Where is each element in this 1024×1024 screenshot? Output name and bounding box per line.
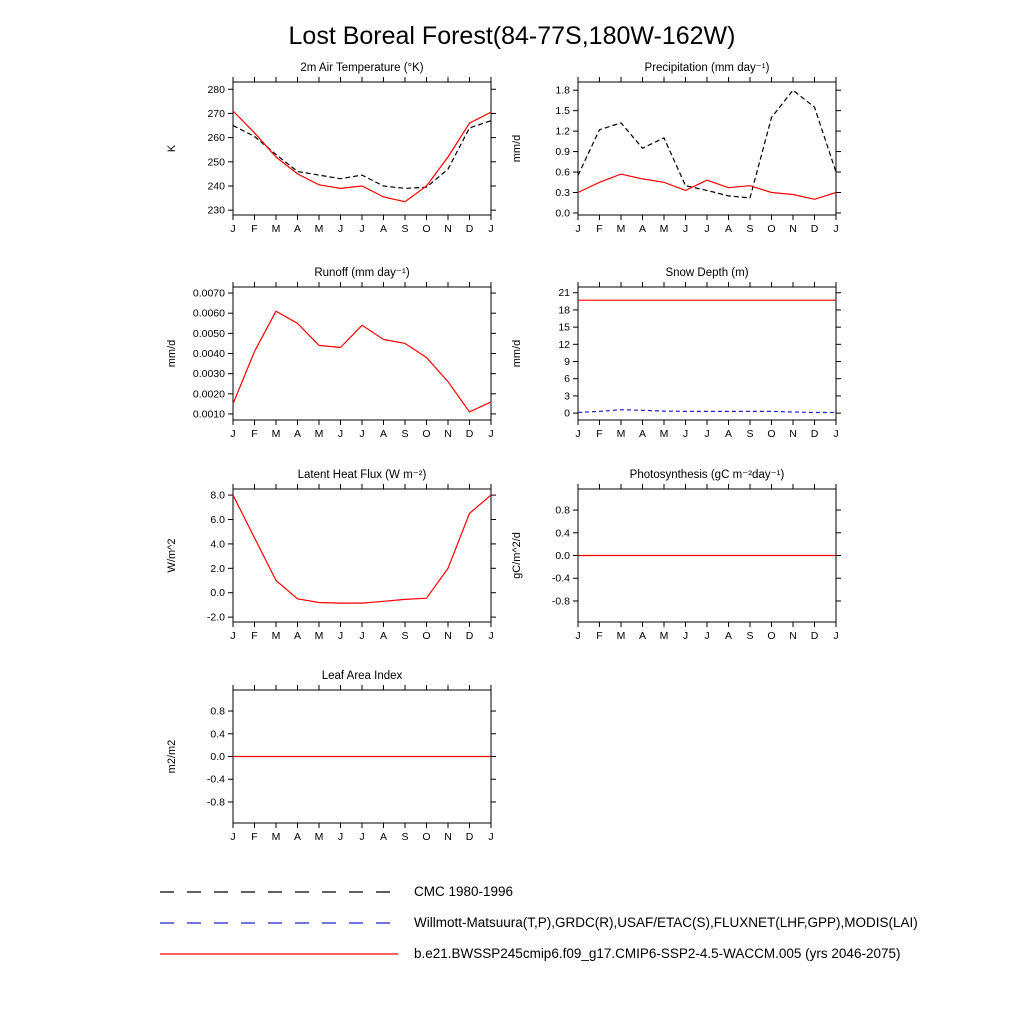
svg-text:O: O — [767, 428, 776, 440]
svg-text:K: K — [166, 144, 178, 153]
svg-text:M: M — [616, 630, 626, 642]
svg-text:F: F — [251, 223, 258, 235]
svg-text:A: A — [638, 223, 647, 235]
svg-text:J: J — [488, 630, 494, 642]
svg-text:-2.0: -2.0 — [206, 611, 225, 624]
svg-text:M: M — [271, 428, 281, 440]
svg-text:J: J — [833, 223, 839, 235]
svg-text:mm/d: mm/d — [511, 134, 523, 163]
svg-text:0.0: 0.0 — [210, 751, 225, 763]
svg-text:A: A — [724, 630, 733, 642]
svg-text:Photosynthesis (gC m⁻²day⁻¹): Photosynthesis (gC m⁻²day⁻¹) — [629, 469, 785, 481]
svg-text:J: J — [833, 630, 839, 642]
svg-text:18: 18 — [558, 304, 570, 317]
svg-text:J: J — [682, 630, 689, 642]
svg-text:J: J — [488, 223, 494, 235]
svg-text:0.4: 0.4 — [555, 527, 570, 540]
svg-text:J: J — [682, 223, 689, 235]
svg-text:270: 270 — [207, 107, 225, 120]
svg-text:D: D — [465, 428, 474, 440]
svg-text:0: 0 — [564, 407, 570, 420]
chart-svg — [160, 463, 505, 678]
legend-item-cmc — [160, 876, 918, 907]
svg-text:M: M — [659, 223, 669, 235]
svg-text:J: J — [704, 428, 710, 440]
svg-text:15: 15 — [558, 321, 570, 334]
svg-text:J: J — [337, 831, 344, 843]
svg-text:S: S — [401, 831, 409, 843]
svg-text:Runoff (mm day⁻¹): Runoff (mm day⁻¹) — [314, 267, 410, 279]
legend-label-model: b.e21.BWSSP245cmip6.f09_g17.CMIP6-SSP2-4.5-WACCM.005 (yrs 2046-2075) — [414, 946, 901, 961]
svg-text:1.2: 1.2 — [555, 125, 570, 138]
svg-text:M: M — [271, 223, 281, 235]
svg-text:O: O — [422, 428, 431, 440]
svg-text:260: 260 — [207, 132, 225, 145]
svg-text:N: N — [789, 223, 797, 235]
panel-runoff — [160, 261, 505, 476]
svg-text:240: 240 — [207, 180, 225, 193]
svg-text:0.8: 0.8 — [555, 504, 570, 517]
legend-line-model-icon — [160, 947, 398, 961]
svg-text:J: J — [230, 223, 236, 235]
svg-text:Snow Depth (m): Snow Depth (m) — [665, 267, 749, 279]
svg-text:M: M — [659, 630, 669, 642]
legend-line-observations-icon — [160, 916, 398, 930]
svg-text:J: J — [682, 428, 689, 440]
svg-text:0.0010: 0.0010 — [192, 408, 225, 421]
svg-text:S: S — [746, 223, 754, 235]
svg-text:O: O — [767, 630, 776, 642]
chart-svg — [160, 261, 505, 476]
panel-leaf-area-index — [160, 664, 505, 879]
svg-text:F: F — [596, 428, 603, 440]
svg-text:D: D — [465, 223, 474, 235]
svg-text:250: 250 — [207, 156, 225, 169]
svg-text:D: D — [810, 428, 819, 440]
chart-svg — [160, 56, 505, 271]
svg-text:0.0: 0.0 — [210, 587, 225, 600]
svg-text:8.0: 8.0 — [210, 489, 225, 502]
svg-text:0.9: 0.9 — [555, 146, 570, 159]
svg-text:Precipitation (mm day⁻¹): Precipitation (mm day⁻¹) — [644, 62, 770, 74]
legend-line-cmc-icon — [160, 885, 398, 899]
svg-text:Latent Heat Flux (W m⁻²): Latent Heat Flux (W m⁻²) — [297, 469, 427, 481]
chart-svg — [160, 664, 505, 879]
svg-text:M: M — [616, 223, 626, 235]
svg-text:S: S — [746, 630, 754, 642]
svg-text:O: O — [767, 223, 776, 235]
svg-text:O: O — [422, 831, 431, 843]
svg-text:A: A — [293, 630, 302, 642]
svg-text:S: S — [401, 630, 409, 642]
svg-text:J: J — [337, 428, 344, 440]
panel-2m-air-temperature — [160, 56, 505, 271]
svg-text:N: N — [789, 428, 797, 440]
svg-text:D: D — [465, 630, 474, 642]
svg-text:0.4: 0.4 — [210, 728, 225, 741]
svg-text:F: F — [251, 630, 258, 642]
svg-text:-0.4: -0.4 — [551, 572, 570, 585]
svg-text:N: N — [444, 223, 452, 235]
svg-text:M: M — [314, 630, 324, 642]
chart-svg — [505, 56, 850, 271]
legend-label-observations: Willmott-Matsuura(T,P),GRDC(R),USAF/ETAC(S),FLUXNET(LHF,GPP),MODIS(LAI) — [414, 915, 918, 930]
svg-text:D: D — [465, 831, 474, 843]
svg-text:J: J — [230, 831, 236, 843]
svg-text:1.8: 1.8 — [555, 84, 570, 97]
svg-text:J: J — [359, 428, 365, 440]
chart-svg — [505, 261, 850, 476]
svg-text:A: A — [638, 428, 647, 440]
svg-text:J: J — [704, 630, 710, 642]
svg-text:0.0: 0.0 — [555, 550, 570, 562]
legend-label-cmc: CMC 1980-1996 — [414, 884, 514, 899]
svg-text:-0.8: -0.8 — [206, 796, 225, 809]
svg-text:N: N — [444, 630, 452, 642]
svg-text:W/m^2: W/m^2 — [166, 538, 178, 573]
chart-svg — [505, 463, 850, 678]
svg-text:A: A — [293, 428, 302, 440]
svg-text:21: 21 — [558, 287, 570, 300]
svg-text:-0.4: -0.4 — [206, 773, 225, 786]
legend-item-model — [160, 938, 918, 969]
svg-text:0.0030: 0.0030 — [192, 368, 225, 381]
svg-text:6.0: 6.0 — [210, 514, 225, 527]
svg-text:J: J — [337, 223, 344, 235]
svg-text:2.0: 2.0 — [210, 562, 225, 575]
svg-text:M: M — [314, 428, 324, 440]
svg-text:J: J — [359, 223, 365, 235]
svg-text:-0.8: -0.8 — [551, 595, 570, 608]
svg-text:mm/d: mm/d — [511, 339, 523, 368]
svg-text:230: 230 — [207, 204, 225, 217]
svg-text:S: S — [401, 428, 409, 440]
svg-text:F: F — [596, 223, 603, 235]
svg-text:D: D — [810, 223, 819, 235]
svg-text:O: O — [422, 223, 431, 235]
svg-text:J: J — [704, 223, 710, 235]
svg-text:S: S — [746, 428, 754, 440]
svg-text:S: S — [401, 223, 409, 235]
svg-text:m2/m2: m2/m2 — [166, 739, 178, 774]
svg-text:0.0020: 0.0020 — [192, 388, 225, 401]
svg-text:J: J — [575, 223, 581, 235]
svg-text:J: J — [230, 428, 236, 440]
svg-text:4.0: 4.0 — [210, 538, 225, 551]
svg-text:M: M — [659, 428, 669, 440]
panel-snow-depth — [505, 261, 850, 476]
svg-text:F: F — [251, 831, 258, 843]
svg-text:mm/d: mm/d — [166, 339, 178, 368]
svg-text:F: F — [596, 630, 603, 642]
svg-text:3: 3 — [564, 390, 570, 403]
svg-text:N: N — [444, 831, 452, 843]
svg-text:J: J — [488, 428, 494, 440]
svg-text:A: A — [379, 428, 388, 440]
svg-text:J: J — [230, 630, 236, 642]
svg-text:0.0050: 0.0050 — [192, 327, 225, 340]
svg-text:280: 280 — [207, 83, 225, 96]
svg-text:A: A — [379, 223, 388, 235]
svg-text:M: M — [271, 831, 281, 843]
svg-text:M: M — [314, 831, 324, 843]
svg-text:0.0060: 0.0060 — [192, 307, 225, 320]
svg-text:J: J — [488, 831, 494, 843]
svg-text:A: A — [379, 831, 388, 843]
legend — [160, 876, 918, 969]
svg-text:1.5: 1.5 — [555, 105, 570, 118]
svg-text:0.0070: 0.0070 — [192, 287, 225, 300]
svg-text:A: A — [293, 831, 302, 843]
svg-text:0.8: 0.8 — [210, 705, 225, 718]
svg-text:D: D — [810, 630, 819, 642]
panel-photosynthesis — [505, 463, 850, 678]
svg-text:A: A — [724, 223, 733, 235]
figure-title: Lost Boreal Forest(84-77S,180W-162W) — [288, 22, 736, 50]
svg-text:M: M — [271, 630, 281, 642]
svg-text:F: F — [251, 428, 258, 440]
svg-text:A: A — [724, 428, 733, 440]
svg-text:A: A — [638, 630, 647, 642]
svg-text:O: O — [422, 630, 431, 642]
svg-text:A: A — [379, 630, 388, 642]
svg-text:12: 12 — [558, 338, 570, 351]
svg-text:J: J — [337, 630, 344, 642]
svg-text:2m Air Temperature (°K): 2m Air Temperature (°K) — [300, 62, 424, 74]
svg-text:M: M — [314, 223, 324, 235]
panel-latent-heat-flux — [160, 463, 505, 678]
svg-text:J: J — [359, 630, 365, 642]
panel-precipitation — [505, 56, 850, 271]
svg-text:0.0: 0.0 — [555, 207, 570, 220]
svg-text:N: N — [789, 630, 797, 642]
svg-text:6: 6 — [564, 373, 570, 386]
svg-text:J: J — [575, 428, 581, 440]
legend-item-observations — [160, 907, 918, 938]
svg-text:9: 9 — [564, 356, 570, 369]
svg-text:0.3: 0.3 — [555, 186, 570, 199]
svg-text:Leaf Area Index: Leaf Area Index — [321, 670, 403, 682]
svg-text:M: M — [616, 428, 626, 440]
svg-text:J: J — [833, 428, 839, 440]
svg-text:A: A — [293, 223, 302, 235]
svg-text:0.6: 0.6 — [555, 166, 570, 179]
svg-text:J: J — [359, 831, 365, 843]
svg-text:N: N — [444, 428, 452, 440]
svg-text:gC/m^2/d: gC/m^2/d — [511, 532, 523, 579]
svg-text:0.0040: 0.0040 — [192, 348, 225, 360]
svg-text:J: J — [575, 630, 581, 642]
